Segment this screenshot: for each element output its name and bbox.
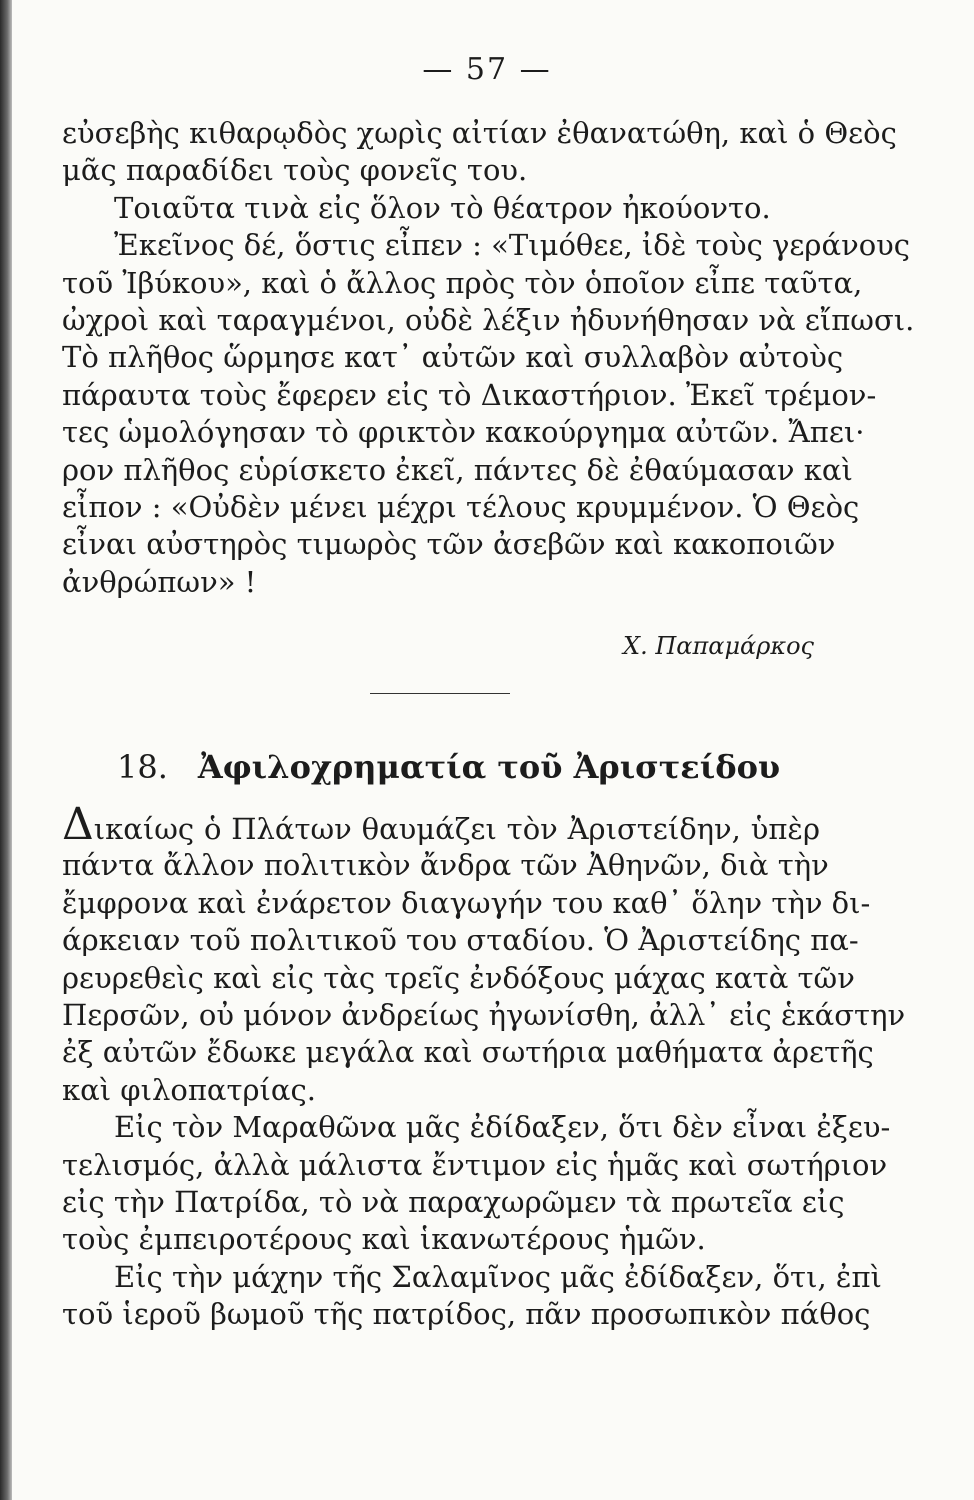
text-line: Εἰς τὸν Μαραθῶνα μᾶς ἐδίδαξεν, ὅτι δὲν εἶναι ἐξευ- xyxy=(114,1110,891,1145)
text-line: ἐξ αὐτῶν ἔδωκε μεγάλα καὶ σωτήρια μαθήματα ἀρετῆς xyxy=(62,1035,874,1070)
text-line: εἶναι αὐστηρὸς τιμωρὸς τῶν ἀσεβῶν καὶ κακοποιῶν xyxy=(62,527,836,562)
text-line: καὶ φιλοπατρίας. xyxy=(62,1072,316,1107)
text-line: τελισμός, ἀλλὰ μάλιστα ἔντιμον εἰς ἡμᾶς καὶ σωτήριον xyxy=(62,1147,888,1182)
author-signature: Χ. Παπαμάρκος xyxy=(622,632,814,660)
drop-cap: Δ xyxy=(62,799,94,850)
scan-edge xyxy=(0,0,12,1500)
text-line: εὐσεβὴς κιθαρῳδὸς χωρὶς αἰτίαν ἐθανατώθη, καὶ ὁ Θεὸς xyxy=(62,116,897,150)
text-line: ρευρεθεὶς καὶ εἰς τὰς τρεῖς ἐνδόξους μάχας κατὰ τῶν xyxy=(62,960,855,995)
text-line: τοὺς ἐμπειροτέρους καὶ ἱκανωτέρους ἡμῶν. xyxy=(62,1222,706,1257)
text-line: εἰς τὴν Πατρίδα, τὸ νὰ παραχωρῶμεν τὰ πρωτεῖα εἰς xyxy=(62,1184,845,1219)
page-number: — 57 — xyxy=(422,52,552,87)
text-line: πάραυτα τοὺς ἔφερεν εἰς τὸ Δικαστήριον. Ἐκεῖ τρέμον- xyxy=(62,377,877,412)
text-line: Τοιαῦτα τινὰ εἰς ὅλον τὸ θέατρον ἠκούοντο. xyxy=(114,190,771,225)
text-line-first xyxy=(62,799,820,850)
text-line: Περσῶν, οὐ μόνον ἀνδρείως ἠγωνίσθη, ἀλλ᾿ εἰς ἑκάστην xyxy=(62,997,906,1032)
section-heading xyxy=(117,748,780,786)
text-line: μᾶς παραδίδει τοὺς φονεῖς του. xyxy=(62,153,528,188)
section-divider xyxy=(370,693,510,694)
text-line: τοῦ Ἰβύκου», καὶ ὁ ἄλλος πρὸς τὸν ὁποῖον εἶπε ταῦτα, xyxy=(62,265,863,300)
text-line: άρκειαν τοῦ πολιτικοῦ του σταδίου. Ὁ Ἀριστείδης πα- xyxy=(62,923,859,958)
text-line: τες ὡμολόγησαν τὸ φρικτὸν κακούργημα αὐτῶν. Ἄπει· xyxy=(62,415,865,450)
first-line-text: ικαίως ὁ Πλάτων θαυμάζει τὸν Ἀριστείδην, ὑπὲρ xyxy=(93,812,820,846)
text-line: πάντα ἄλλον πολιτικὸν ἄνδρα τῶν Ἀθηνῶν, διὰ τὴν xyxy=(62,848,829,883)
section-number: 18. xyxy=(117,748,168,786)
paragraph-top xyxy=(62,115,915,601)
text-line: Ἐκεῖνος δέ, ὅστις εἶπεν : «Τιμόθεε, ἰδὲ τοὺς γεράνους xyxy=(114,228,911,263)
text-line: τοῦ ἱεροῦ βωμοῦ τῆς πατρίδος, πᾶν προσωπικὸν πάθος xyxy=(62,1297,871,1332)
section-title: Ἀφιλοχρηματία τοῦ Ἀριστείδου xyxy=(197,748,781,786)
paragraph-bottom xyxy=(62,799,906,1333)
text-line: εἶπον : «Οὐδὲν μένει μέχρι τέλους κρυμμένον. Ὁ Θεὸς xyxy=(62,489,860,524)
text-line: ἀνθρώπων» ! xyxy=(62,564,257,599)
text-line: Εἰς τὴν μάχην τῆς Σαλαμῖνος μᾶς ἐδίδαξεν, ὅτι, ἐπὶ xyxy=(114,1259,882,1294)
text-line: ὠχροὶ καὶ ταραγμένοι, οὐδὲ λέξιν ἠδυνήθησαν νὰ εἴπωσι. xyxy=(62,302,915,337)
text-line: Τὸ πλῆθος ὥρμησε κατ᾿ αὐτῶν καὶ συλλαβὸν αὐτοὺς xyxy=(62,340,844,375)
text-line: ρον πλῆθος εὑρίσκετο ἐκεῖ, πάντες δὲ ἐθαύμασαν καὶ xyxy=(62,452,853,487)
text-line: ἔμφρονα καὶ ἐνάρετον διαγωγήν του καθ᾿ ὅλην τὴν δι- xyxy=(62,885,871,920)
